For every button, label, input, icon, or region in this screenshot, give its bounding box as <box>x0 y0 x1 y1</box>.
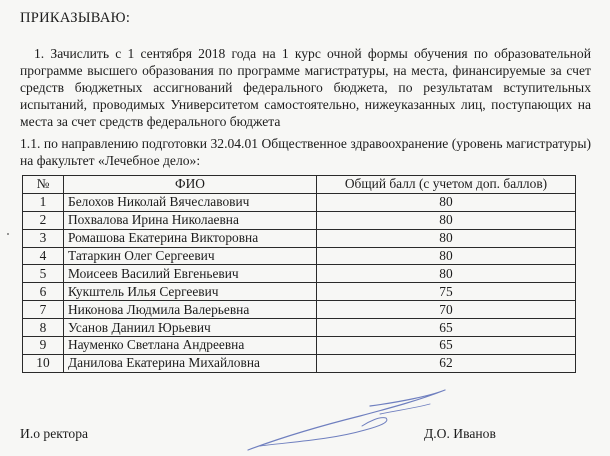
row-score: 80 <box>317 229 576 247</box>
table-row <box>23 247 576 265</box>
row-number: 2 <box>23 211 64 229</box>
row-number: 8 <box>23 319 64 337</box>
row-number: 10 <box>23 354 64 372</box>
row-number: 9 <box>23 337 64 355</box>
table-row <box>23 301 576 319</box>
row-score: 62 <box>317 354 576 372</box>
table-row <box>23 265 576 283</box>
order-paragraph <box>20 45 591 130</box>
signature-stroke-main <box>248 390 445 450</box>
table-row <box>23 229 576 247</box>
header-number: № <box>23 176 64 194</box>
table-row <box>23 193 576 211</box>
row-fio: Моисеев Василий Евгеньевич <box>64 265 317 283</box>
scan-speck <box>7 233 9 235</box>
table-row <box>23 211 576 229</box>
row-number: 6 <box>23 283 64 301</box>
row-fio: Ромашова Екатерина Викторовна <box>64 229 317 247</box>
row-score: 65 <box>317 319 576 337</box>
header-score: Общий балл (с учетом доп. баллов) <box>317 176 576 194</box>
table-header-row <box>23 176 576 194</box>
row-score: 75 <box>317 283 576 301</box>
row-number: 1 <box>23 193 64 211</box>
signatory-name: Д.О. Иванов <box>424 426 496 441</box>
order-heading: ПРИКАЗЫВАЮ: <box>20 10 131 26</box>
row-score: 80 <box>317 211 576 229</box>
header-fio: ФИО <box>64 176 317 194</box>
table-body <box>23 193 576 372</box>
row-score: 80 <box>317 247 576 265</box>
row-fio: Белохов Николай Вячеславович <box>64 193 317 211</box>
row-score: 80 <box>317 265 576 283</box>
table-row <box>23 319 576 337</box>
row-fio: Усанов Даниил Юрьевич <box>64 319 317 337</box>
row-score: 70 <box>317 301 576 319</box>
row-score: 65 <box>317 337 576 355</box>
row-number: 3 <box>23 229 64 247</box>
row-number: 4 <box>23 247 64 265</box>
row-fio: Науменко Светлана Андреевна <box>64 337 317 355</box>
row-fio: Похвалова Ирина Николаевна <box>64 211 317 229</box>
table-row <box>23 337 576 355</box>
row-number: 7 <box>23 301 64 319</box>
row-fio: Татаркин Олег Сергеевич <box>64 247 317 265</box>
row-fio: Никонова Людмила Валерьевна <box>64 301 317 319</box>
table-row <box>23 354 576 372</box>
table-row <box>23 283 576 301</box>
handwritten-signature <box>240 382 480 456</box>
row-fio: Кукштель Илья Сергеевич <box>64 283 317 301</box>
row-score: 80 <box>317 193 576 211</box>
order-paragraph-text: 1. Зачислить с 1 сентября 2018 года на 1 курс очной формы обучения по образовательной программе высшего образования по программе магистратуры, на места, финансируемые за счет средств бюджетных ассигнований федерального бюджета, по результатам вступительных испытаний, проводимых Университетом самостоятельно, нижеуказанных лиц, поступающих на места за счет средств федерального бюджета <box>20 46 591 129</box>
signature-stroke-loop <box>260 418 387 446</box>
signatory-position: И.о ректора <box>20 426 89 441</box>
enrollment-table <box>22 175 576 373</box>
direction-subheading: 1.1. по направлению подготовки 32.04.01 Общественное здравоохранение (уровень магистратуры) на факультет «Лечебное дело»: <box>20 136 591 168</box>
row-fio: Данилова Екатерина Михайловна <box>64 354 317 372</box>
row-number: 5 <box>23 265 64 283</box>
